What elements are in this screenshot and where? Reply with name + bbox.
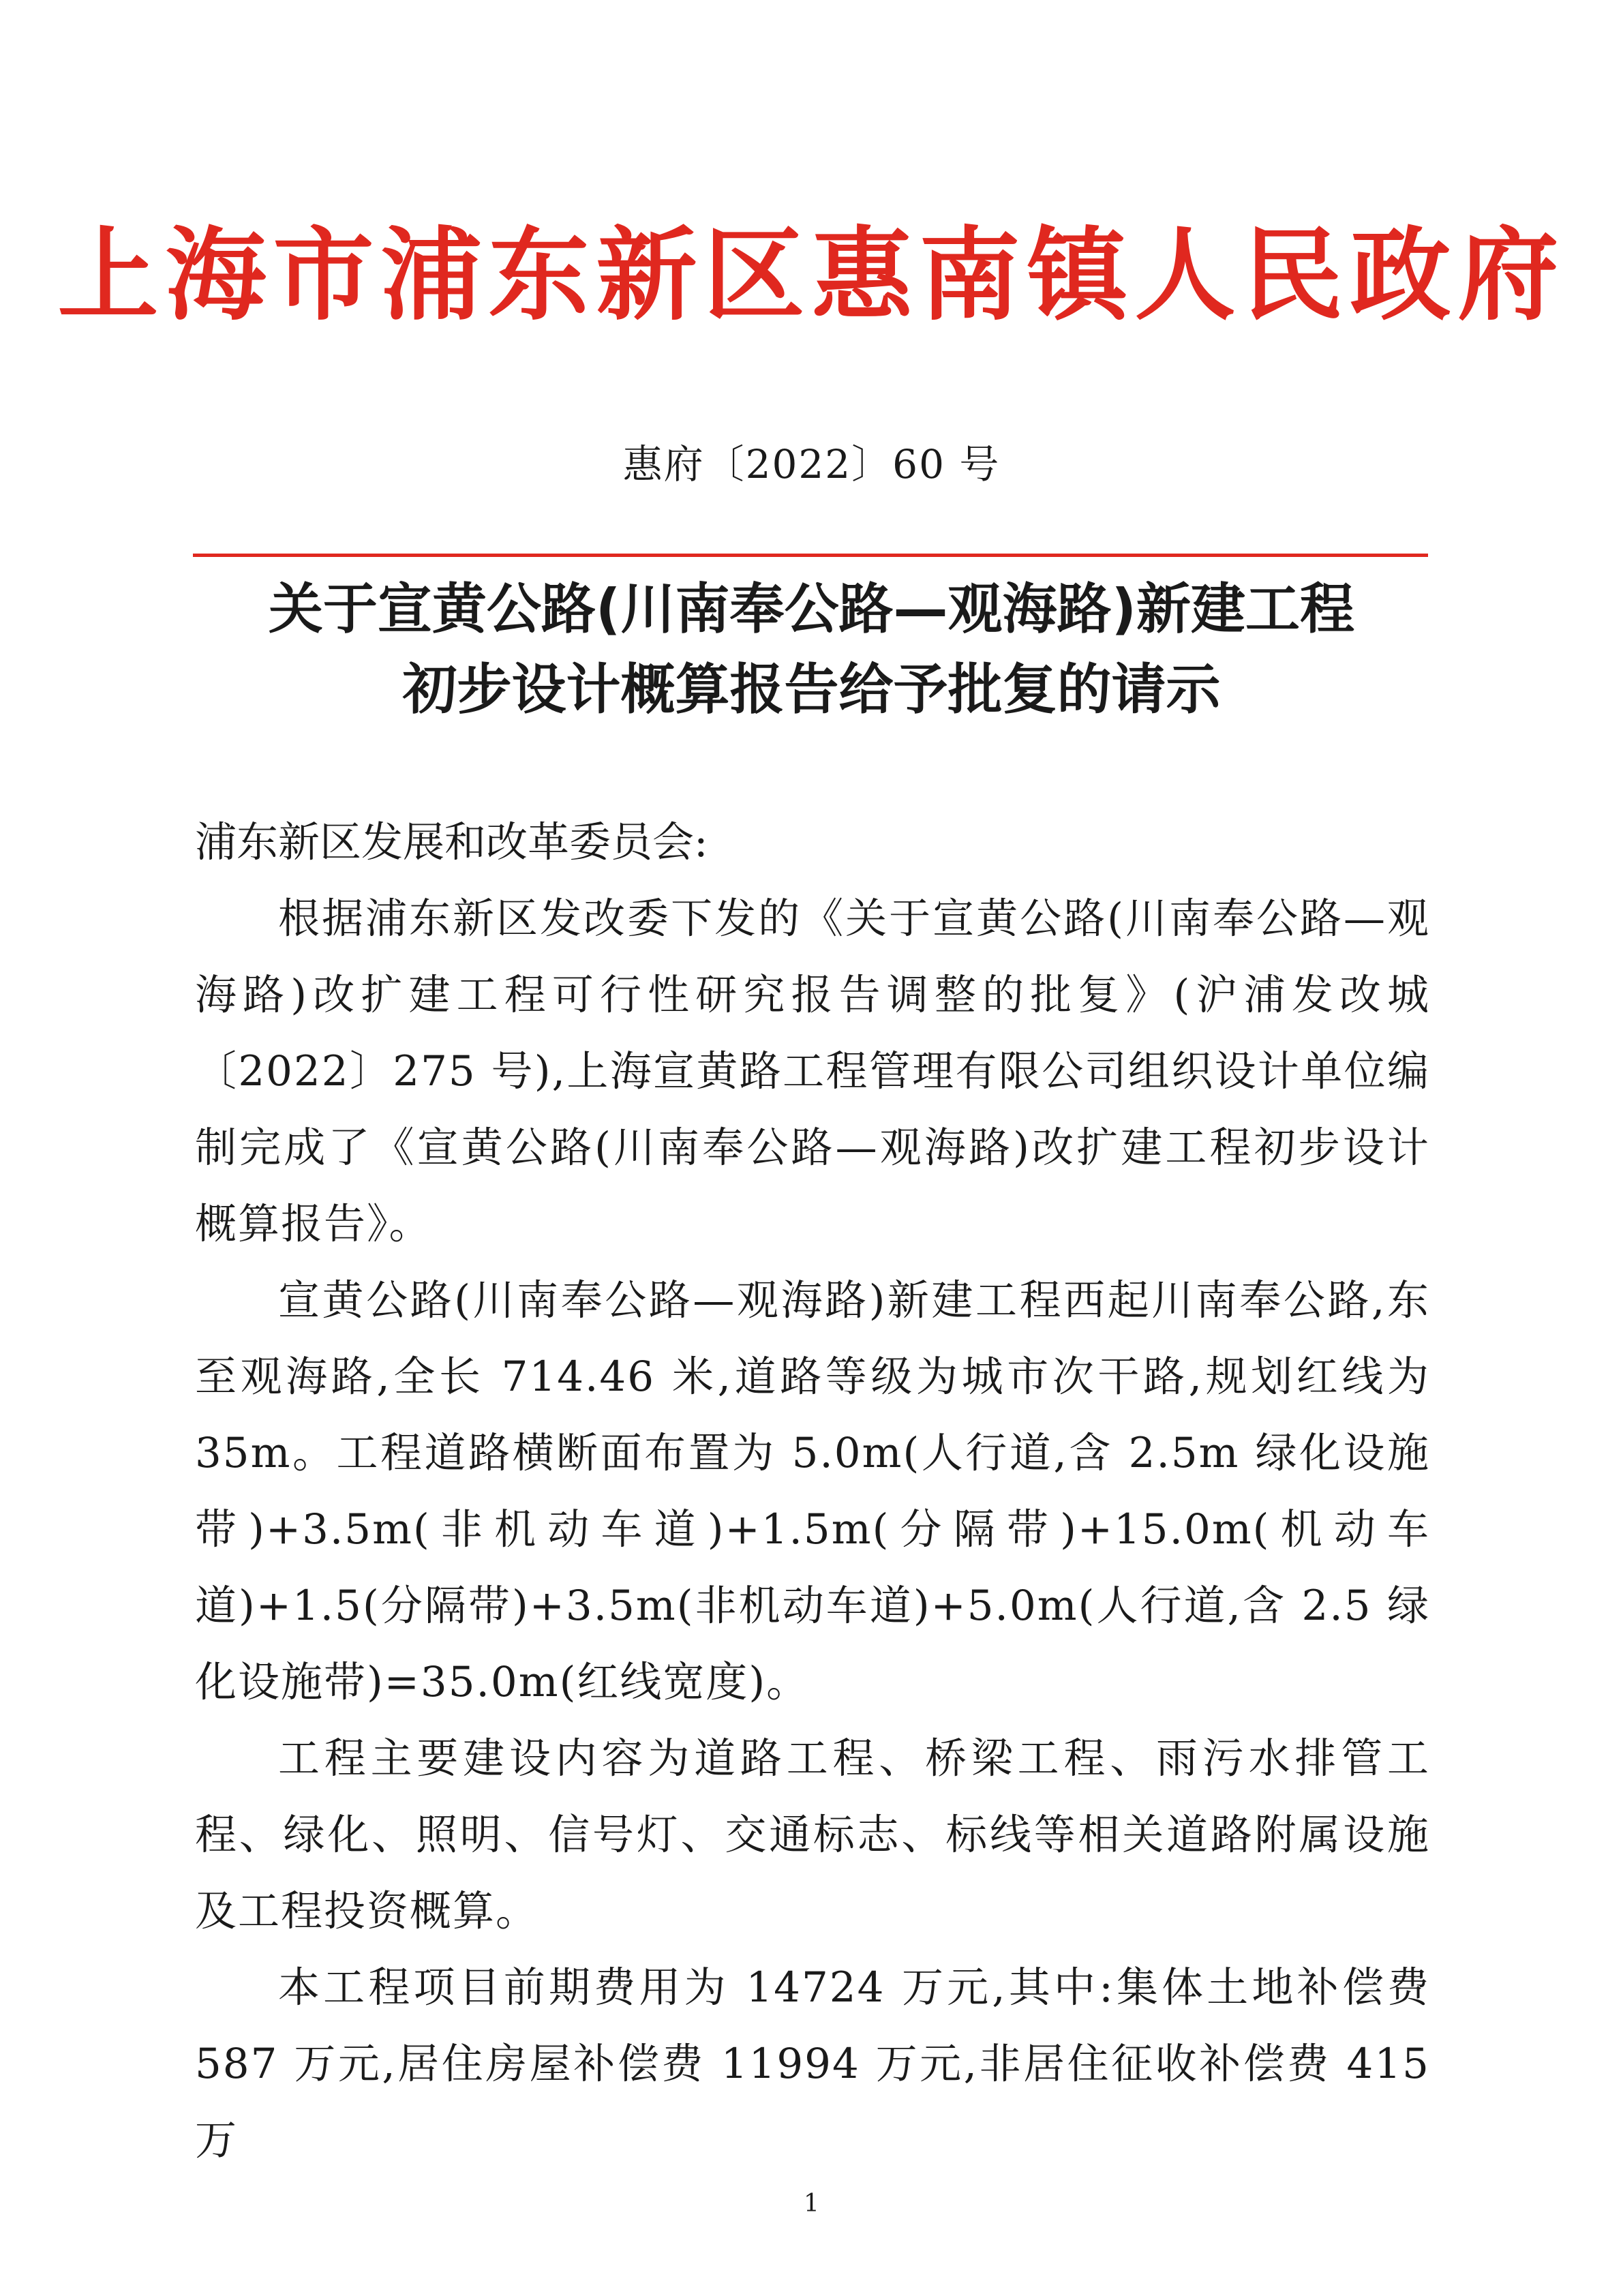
body-paragraph: 根据浦东新区发改委下发的《关于宣黄公路(川南奉公路—观海路)改扩建工程可行性研究报告调整的批复》(沪浦发改城〔2022〕275 号),上海宣黄路工程管理有限公司组织设计单位编制完成了《宣黄公路(川南奉公路—观海路)改扩建工程初步设计概算报告》。 — [195, 894, 1430, 1248]
document-title-line-1: 关于宣黄公路(川南奉公路—观海路)新建工程 — [268, 577, 1355, 641]
document-title-line-2: 初步设计概算报告给予批复的请示 — [402, 658, 1221, 721]
issuer-header: 上海市浦东新区惠南镇人民政府 — [57, 217, 1566, 334]
body-paragraph: 宣黄公路(川南奉公路—观海路)新建工程西起川南奉公路,东至观海路,全长 714.46 米,道路等级为城市次干路,规划红线为 35m。工程道路横断面布置为 5.0m(人行道,含 2.5m 绿化设施带)+3.5m(非机动车道)+1.5m(分隔带)+15.0m(机动车道)+1.5(分隔带)+3.5m(非机动车道)+5.0m(人行道,含 2.5 绿化设施带)=35.0m(红线宽度)。 — [195, 1276, 1430, 1706]
page-number: 1 — [804, 2190, 819, 2218]
red-divider — [193, 554, 1428, 557]
document-number: 惠府〔2022〕60 号 — [622, 441, 1001, 487]
body-paragraph: 本工程项目前期费用为 14724 万元,其中:集体土地补偿费 587 万元,居住房屋补偿费 11994 万元,非居住征收补偿费 415 万 — [195, 1963, 1430, 2164]
body-paragraph: 工程主要建设内容为道路工程、桥梁工程、雨污水排管工程、绿化、照明、信号灯、交通标志、标线等相关道路附属设施及工程投资概算。 — [195, 1734, 1430, 1935]
document-body — [195, 804, 1430, 2179]
document-title — [136, 569, 1487, 730]
salutation: 浦东新区发展和改革委员会: — [195, 818, 708, 866]
